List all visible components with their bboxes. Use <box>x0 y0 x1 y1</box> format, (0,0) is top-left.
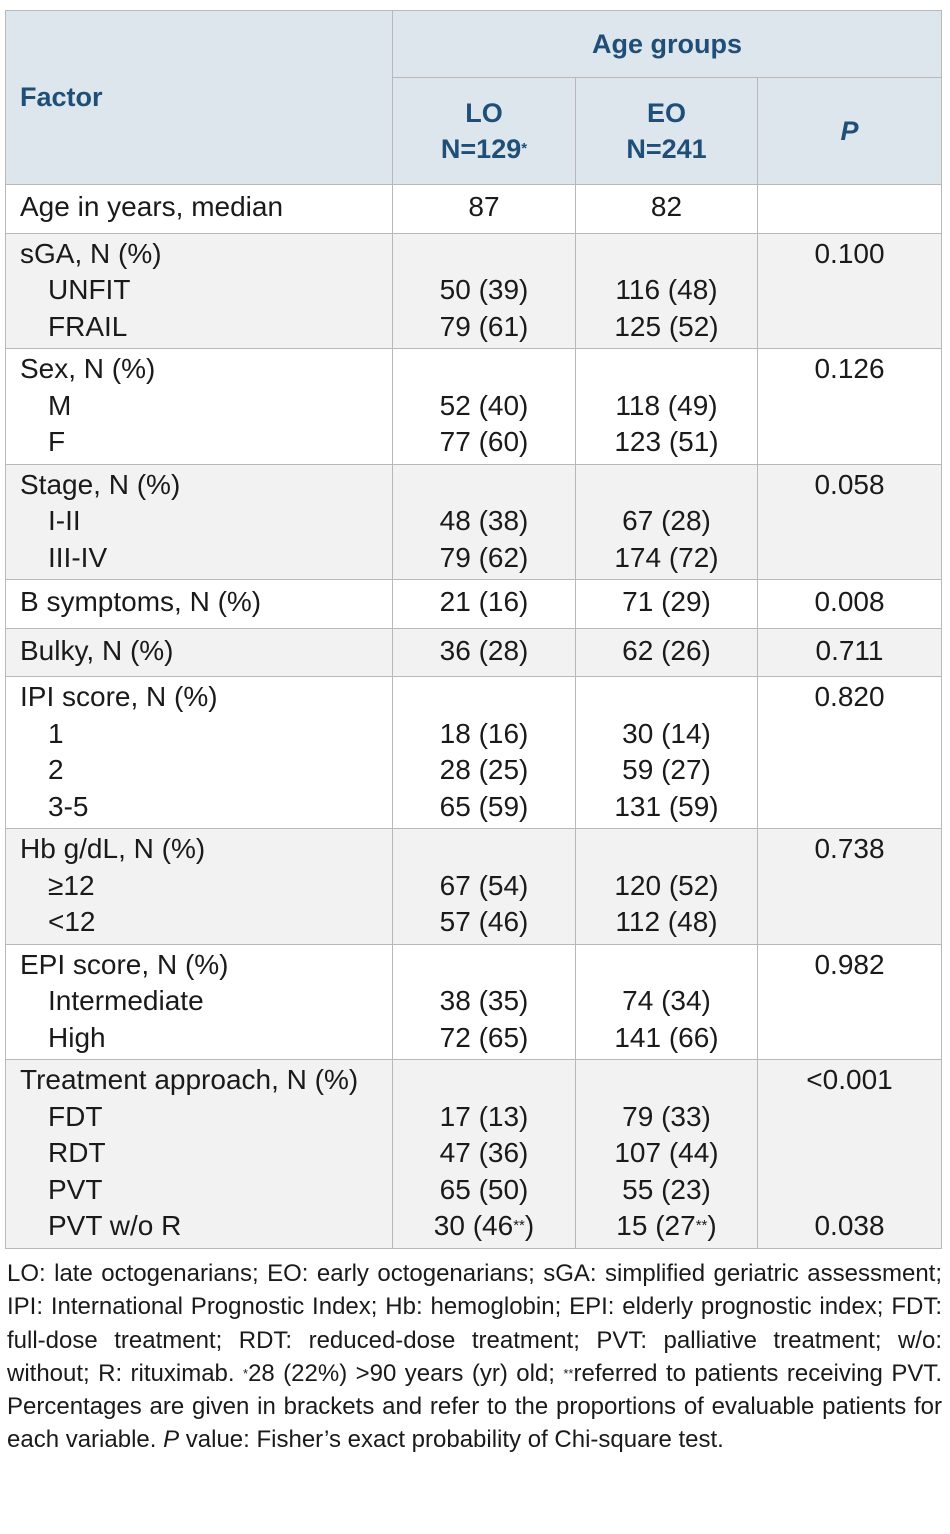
eo-values <box>576 944 758 1060</box>
lo-value: 72 (65) <box>439 1021 529 1053</box>
lo-values <box>393 349 576 465</box>
lo-value: 36 (28) <box>393 628 576 677</box>
eo-value: 74 (34) <box>622 985 711 1016</box>
lo-value: 67 (54) <box>439 869 529 901</box>
footnote-double-asterisk: ** <box>563 1365 574 1381</box>
row-label: B symptoms, N (%) <box>6 580 393 629</box>
row-label: Bulky, N (%) <box>6 628 393 677</box>
lo-values <box>393 464 576 580</box>
lo-value: 79 (61) <box>439 310 529 342</box>
row-label: Age in years, median <box>6 185 393 234</box>
table-row-sex <box>6 349 942 465</box>
lo-value: 17 (13) <box>439 1100 529 1132</box>
footnote-asterisk: * <box>243 1365 249 1381</box>
lo-values <box>393 829 576 945</box>
lo-label: LO <box>465 98 503 128</box>
eo-header <box>576 78 758 185</box>
table-row-sga <box>6 233 942 349</box>
p-values <box>758 829 942 945</box>
p-value: 0.008 <box>758 580 942 629</box>
row-labels <box>6 464 393 580</box>
sub-label: High <box>48 1021 106 1053</box>
sub-label: RDT <box>48 1137 106 1168</box>
eo-value: 71 (29) <box>576 580 758 629</box>
eo-count: N=241 <box>626 134 707 164</box>
row-labels <box>6 677 393 829</box>
eo-value: 118 (49) <box>615 389 718 421</box>
sub-label: <12 <box>48 906 96 937</box>
sub-label: I-II <box>48 505 81 536</box>
table-container <box>5 10 941 1249</box>
lo-header <box>393 78 576 185</box>
eo-values <box>576 829 758 945</box>
lo-values <box>393 677 576 829</box>
lo-value: 50 (39) <box>439 274 529 305</box>
row-label: IPI score, N (%) <box>20 681 218 712</box>
lo-value: 65 (50) <box>439 1173 529 1205</box>
sub-label: UNFIT <box>48 274 131 305</box>
table-row-hb <box>6 829 942 945</box>
eo-value: 141 (66) <box>614 1021 719 1053</box>
table-row-b-symptoms <box>6 580 942 629</box>
row-label: sGA, N (%) <box>20 237 162 269</box>
sub-label: ≥12 <box>48 869 95 901</box>
eo-value: 67 (28) <box>622 505 711 536</box>
table-row-epi <box>6 944 942 1060</box>
lo-value: 48 (38) <box>439 505 529 536</box>
eo-value: 79 (33) <box>622 1100 711 1132</box>
eo-values <box>576 464 758 580</box>
lo-value: 52 (40) <box>439 389 529 421</box>
eo-values <box>576 677 758 829</box>
p-value: 0.982 <box>814 948 885 980</box>
table-row-treatment <box>6 1060 942 1249</box>
sub-label: F <box>48 426 66 457</box>
lo-value: 65 (59) <box>439 790 529 822</box>
row-labels <box>6 829 393 945</box>
row-label: Stage, N (%) <box>20 468 181 500</box>
lo-value: 57 (46) <box>439 906 529 937</box>
p-header: P <box>758 78 942 185</box>
row-label: Hb g/dL, N (%) <box>20 833 206 864</box>
age-groups-header: Age groups <box>393 11 942 78</box>
double-asterisk: ** <box>513 1217 525 1234</box>
eo-value: 174 (72) <box>614 541 719 573</box>
row-labels <box>6 349 393 465</box>
p-value: <0.001 <box>806 1064 893 1095</box>
lo-values <box>393 1060 576 1249</box>
sub-label: FDT <box>48 1100 103 1132</box>
p-value-pvt-wo-r: 0.038 <box>814 1210 885 1241</box>
p-value: 0.820 <box>814 681 885 712</box>
sub-label: FRAIL <box>48 310 128 342</box>
table-row-age <box>6 185 942 234</box>
sub-label: PVT w/o R <box>48 1210 182 1241</box>
lo-value: 28 (25) <box>439 754 529 785</box>
eo-values <box>576 233 758 349</box>
eo-value: 120 (52) <box>614 869 719 901</box>
eo-value: 107 (44) <box>614 1137 719 1168</box>
lo-values <box>393 944 576 1060</box>
eo-value: 131 (59) <box>614 790 719 822</box>
sub-label: 1 <box>48 717 64 749</box>
row-labels <box>6 1060 393 1249</box>
lo-value: 38 (35) <box>439 985 529 1016</box>
eo-value: 123 (51) <box>614 426 719 457</box>
p-value <box>758 185 942 234</box>
lo-value: 21 (16) <box>393 580 576 629</box>
p-value: 0.126 <box>814 353 885 384</box>
eo-value: 30 (14) <box>622 717 711 749</box>
lo-value: 47 (36) <box>439 1137 529 1168</box>
double-asterisk: ** <box>695 1217 708 1234</box>
p-values <box>758 233 942 349</box>
lo-values <box>393 233 576 349</box>
table-row-stage <box>6 464 942 580</box>
p-values <box>758 349 942 465</box>
eo-value: 55 (23) <box>622 1173 711 1205</box>
p-values <box>758 944 942 1060</box>
p-values <box>758 1060 942 1249</box>
row-label: Sex, N (%) <box>20 353 156 384</box>
p-values <box>758 677 942 829</box>
eo-value: 82 <box>576 185 758 234</box>
p-value: 0.058 <box>814 468 885 500</box>
lo-value: 18 (16) <box>439 717 529 749</box>
lo-value: 79 (62) <box>439 541 529 573</box>
p-value: 0.711 <box>758 628 942 677</box>
row-labels <box>6 233 393 349</box>
sub-label: PVT <box>48 1173 103 1205</box>
sub-label: 3-5 <box>48 790 89 822</box>
eo-value: 116 (48) <box>615 274 718 305</box>
sub-label: M <box>48 389 72 421</box>
eo-values <box>576 1060 758 1249</box>
lo-value: 77 (60) <box>439 426 529 457</box>
p-value: 0.738 <box>814 833 885 864</box>
lo-value: 87 <box>393 185 576 234</box>
eo-value: 112 (48) <box>615 906 718 937</box>
table-row-bulky <box>6 628 942 677</box>
row-labels <box>6 944 393 1060</box>
row-label: EPI score, N (%) <box>20 948 229 980</box>
lo-value-pvt-wo-r: 30 (46**) <box>433 1210 535 1241</box>
sub-label: Intermediate <box>48 985 204 1016</box>
table-row-ipi <box>6 677 942 829</box>
eo-values <box>576 349 758 465</box>
p-values <box>758 464 942 580</box>
row-label: Treatment approach, N (%) <box>20 1064 359 1095</box>
lo-asterisk: * <box>521 140 528 157</box>
table-footnote: LO: late octogenarians; EO: early octogenarians; sGA: simplified geriatric assessment; IPI: International Prognostic Index; Hb: hemoglobin; EPI: elderly prognostic index; FDT: full-dose treatment; RDT: reduced-dose treatment; PVT: palliative treatment; w/o: without; R: rituximab. *28 (22%) >90 years (yr) old; **referred to patients receiving PVT. Percentages are given in brackets and refer to the proportions of evaluable patients for each variable. P value: Fisher’s exact probability of Chi-square test. <box>7 1260 942 1454</box>
sub-label: III-IV <box>48 541 108 573</box>
eo-value: 59 (27) <box>622 754 711 785</box>
eo-value: 125 (52) <box>614 310 719 342</box>
age-groups-table <box>5 10 942 1249</box>
eo-value: 62 (26) <box>576 628 758 677</box>
p-value: 0.100 <box>814 237 885 269</box>
eo-value-pvt-wo-r: 15 (27**) <box>616 1210 717 1241</box>
factor-header: Factor <box>6 11 393 185</box>
eo-label: EO <box>646 98 686 128</box>
sub-label: 2 <box>48 754 64 785</box>
lo-count: N=129 <box>440 134 522 164</box>
